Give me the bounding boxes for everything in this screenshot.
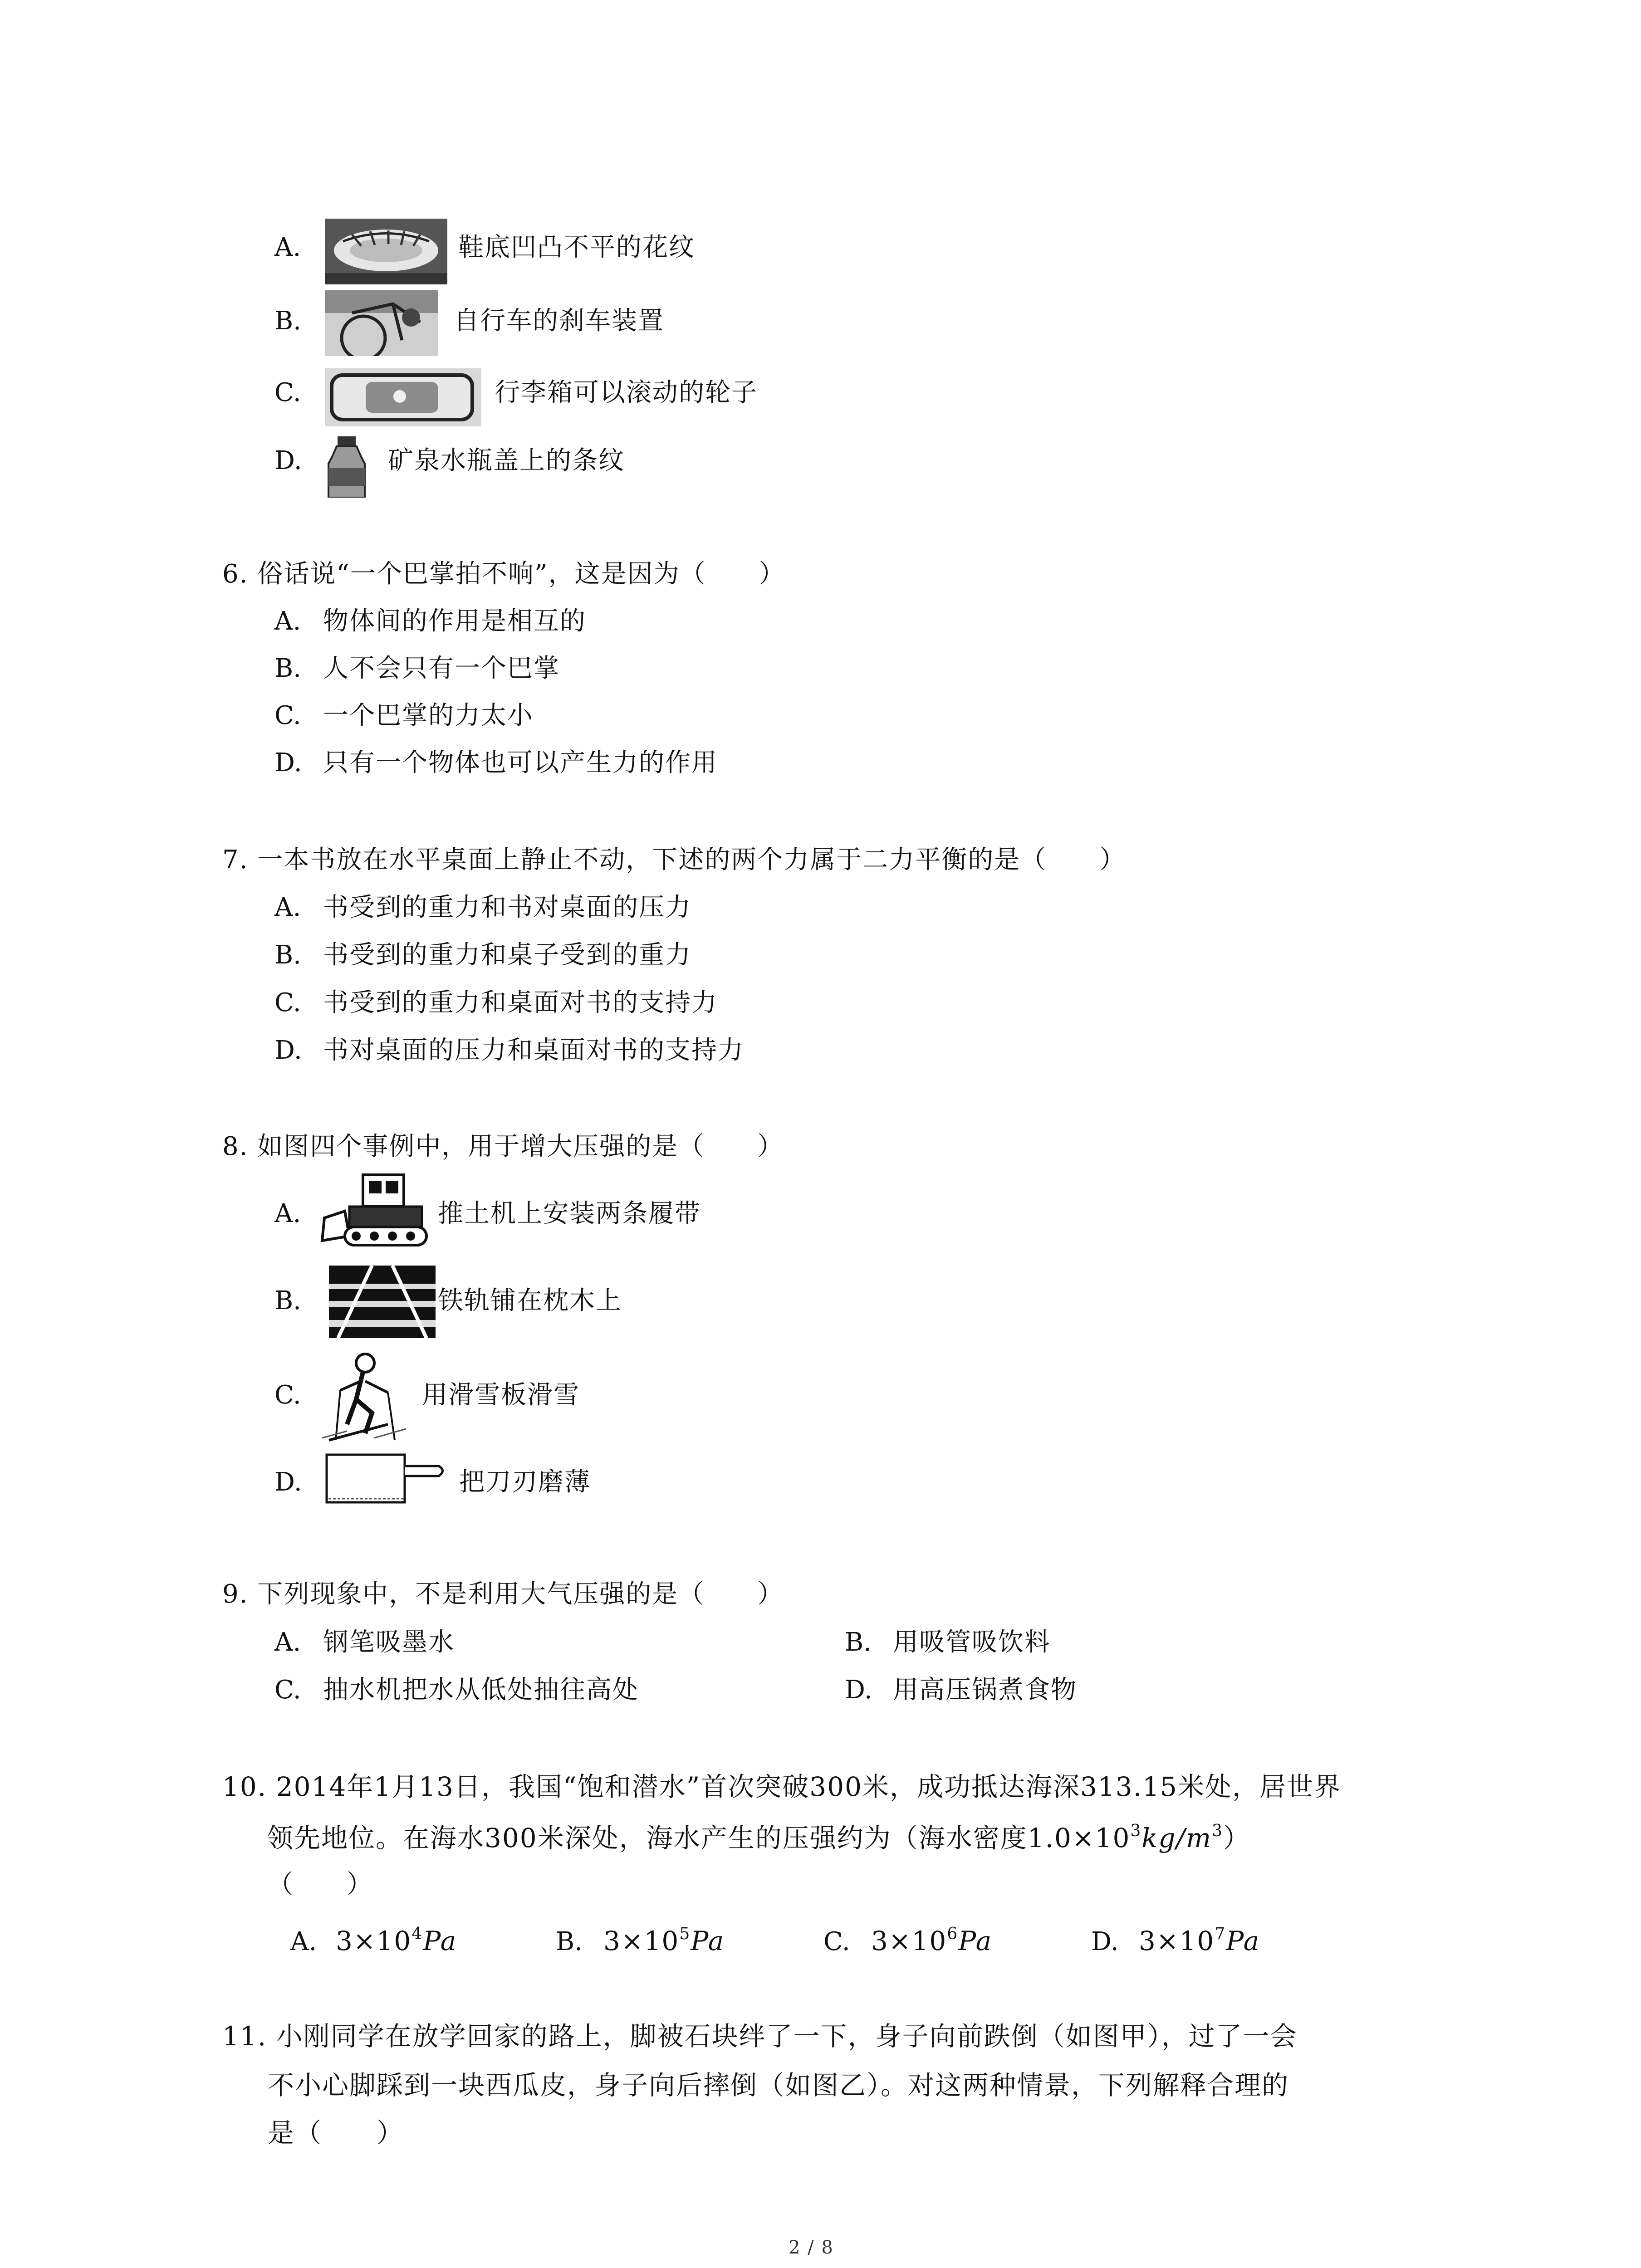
q9-stem: 9. 下列现象中，不是利用大气压强的是（ ） <box>222 1579 784 1609</box>
q10-option-a-label: A. <box>290 1927 317 1956</box>
q6-option-d-label: D. <box>274 748 302 777</box>
bulldozer-image <box>320 1168 431 1250</box>
luggage-wheels-image <box>325 368 481 426</box>
bottle-cap-image <box>325 436 368 498</box>
railway-track-image <box>329 1266 436 1338</box>
q10-option-d-unit: Pa <box>1226 1926 1260 1956</box>
q10-stem-line1: 10. 2014年1月13日，我国“饱和潜水”首次突破300米，成功抵达海深313.15米处，居世界 <box>222 1771 1341 1802</box>
shoe-sole-image <box>325 219 447 284</box>
q8-option-a-text: 推土机上安装两条履带 <box>438 1199 701 1228</box>
q10-option-b-label: B. <box>556 1927 583 1956</box>
q10-option-d-exponent: 7 <box>1215 1925 1226 1943</box>
q8-option-b-text: 铁轨铺在枕木上 <box>438 1286 622 1315</box>
q5-option-b-label: B. <box>274 306 301 336</box>
q11-stem-line3: 是（ ） <box>268 2117 404 2148</box>
q10-option-a-unit: Pa <box>423 1926 457 1956</box>
q5-option-d-text: 矿泉水瓶盖上的条纹 <box>388 446 625 475</box>
q10-option-a-exponent: 4 <box>411 1925 423 1943</box>
q8-option-a-label: A. <box>274 1199 301 1228</box>
q6-option-a-label: A. <box>274 606 301 636</box>
q10-option-c-unit: Pa <box>958 1926 993 1956</box>
q5-option-c-text: 行李箱可以滚动的轮子 <box>495 378 758 407</box>
q5-option-d-label: D. <box>274 446 302 475</box>
q6-option-c-text: 一个巴掌的力太小 <box>323 701 534 730</box>
q8-stem: 8. 如图四个事例中，用于增大压强的是（ ） <box>222 1132 784 1161</box>
q7-option-d-label: D. <box>274 1036 302 1065</box>
q9-option-c-label: C. <box>274 1675 301 1705</box>
q6-option-d-text: 只有一个物体也可以产生力的作用 <box>323 748 718 777</box>
q8-option-c-text: 用滑雪板滑雪 <box>422 1380 580 1410</box>
q6-option-b-text: 人不会只有一个巴掌 <box>323 654 560 683</box>
bicycle-brake-image <box>325 290 438 356</box>
q5-option-a-label: A. <box>274 233 301 262</box>
q6-option-c-label: C. <box>274 701 301 730</box>
q8-option-c-label: C. <box>274 1380 301 1410</box>
q8-option-d-label: D. <box>274 1467 302 1497</box>
q7-option-c-text: 书受到的重力和桌面对书的支持力 <box>323 988 718 1017</box>
page-number: 2 / 8 <box>789 2237 834 2258</box>
q6-option-a-text: 物体间的作用是相互的 <box>323 606 586 636</box>
q7-option-c-label: C. <box>274 988 301 1017</box>
q11-stem-line1: 11. 小刚同学在放学回家的路上，脚被石块绊了一下，身子向前跌倒（如图甲），过了一会 <box>222 2021 1298 2052</box>
q10-density-close: ） <box>1223 1823 1250 1853</box>
q10-option-c-exponent: 6 <box>947 1925 959 1943</box>
q10-density-unit: kg/m <box>1141 1823 1212 1853</box>
skier-image <box>320 1349 411 1445</box>
q10-option-a-base: 3×10 <box>336 1926 412 1956</box>
q10-option-b-value <box>603 1925 725 1956</box>
q9-option-a-text: 钢笔吸墨水 <box>323 1628 455 1657</box>
q9-option-d-label: D. <box>845 1675 872 1705</box>
q7-option-a-text: 书受到的重力和书对桌面的压力 <box>323 893 691 922</box>
q10-stem-line2-text: 领先地位。在海水300米深处，海水产生的压强约为（海水密度1.0×10 <box>267 1823 1131 1853</box>
q7-stem: 7. 一本书放在水平桌面上静止不动，下述的两个力属于二力平衡的是（ ） <box>222 845 1126 875</box>
q9-option-b-label: B. <box>845 1628 872 1657</box>
q9-option-b-text: 用吸管吸饮料 <box>893 1628 1051 1657</box>
q9-option-a-label: A. <box>274 1628 301 1657</box>
cleaver-image <box>323 1448 450 1507</box>
q10-option-d-label: D. <box>1091 1927 1119 1956</box>
q7-option-b-text: 书受到的重力和桌子受到的重力 <box>323 940 691 970</box>
q10-option-c-value <box>871 1925 993 1956</box>
q10-option-a-value <box>336 1925 457 1956</box>
q6-option-b-label: B. <box>274 654 301 683</box>
q7-option-a-label: A. <box>274 893 301 922</box>
q10-density-unit-exponent: 3 <box>1212 1822 1223 1840</box>
q11-stem-line2: 不小心脚踩到一块西瓜皮，身子向后摔倒（如图乙）。对这两种情景，下列解释合理的 <box>268 2070 1289 2101</box>
q10-option-b-unit: Pa <box>691 1926 725 1956</box>
q10-option-c-label: C. <box>823 1927 850 1956</box>
q6-stem: 6. 俗话说“一个巴掌拍不响”，这是因为（ ） <box>222 559 785 589</box>
q10-option-b-exponent: 5 <box>679 1925 691 1943</box>
q7-option-b-label: B. <box>274 940 301 970</box>
q5-option-c-label: C. <box>274 378 301 407</box>
q10-option-b-base: 3×10 <box>603 1926 680 1956</box>
q5-option-b-text: 自行车的刹车装置 <box>454 306 664 336</box>
q9-option-d-text: 用高压锅煮食物 <box>893 1675 1077 1705</box>
q8-option-b-label: B. <box>274 1286 301 1315</box>
q5-option-a-text: 鞋底凹凸不平的花纹 <box>458 233 695 262</box>
q8-option-d-text: 把刀刃磨薄 <box>459 1467 591 1497</box>
q10-option-d-value <box>1139 1925 1260 1956</box>
q9-option-c-text: 抽水机把水从低处抽往高处 <box>323 1675 639 1705</box>
q10-option-c-base: 3×10 <box>871 1926 947 1956</box>
q10-answer-blank: （ ） <box>268 1870 373 1899</box>
q10-density-exponent: 3 <box>1130 1822 1142 1840</box>
q10-option-d-base: 3×10 <box>1139 1926 1215 1956</box>
q10-stem-line2 <box>267 1822 1250 1853</box>
q7-option-d-text: 书对桌面的压力和桌面对书的支持力 <box>323 1036 744 1065</box>
